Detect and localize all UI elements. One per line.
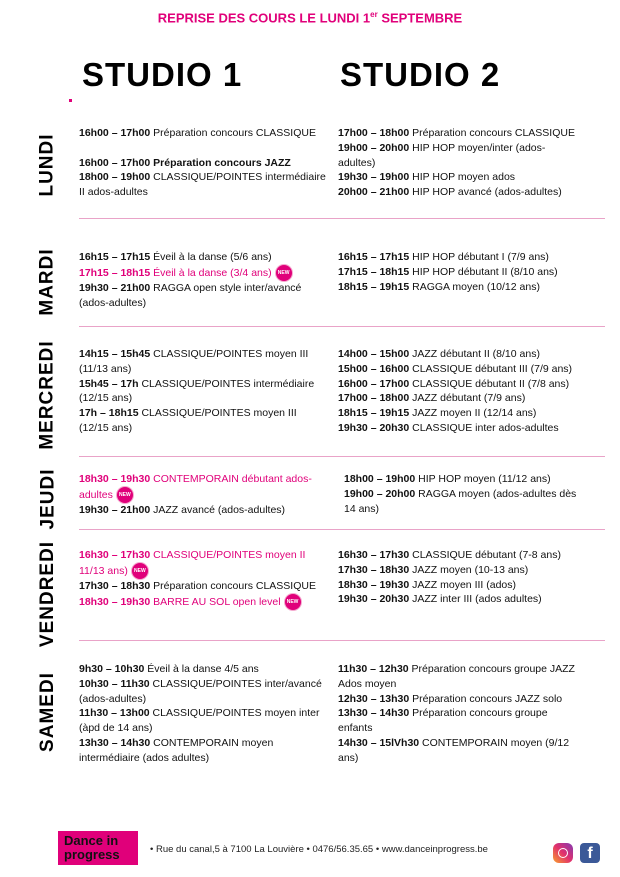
- separator: [79, 218, 605, 219]
- class-entry: 16h00 – 17h00 Préparation concours CLASSIQUE: [79, 127, 316, 139]
- class-entry: 17h30 – 18h30 JAZZ moyen (10-13 ans): [338, 563, 529, 576]
- studio-1-classes: [79, 347, 327, 436]
- facebook-icon[interactable]: f: [580, 843, 600, 863]
- class-entry: 19h00 – 20h00 HIP HOP moyen/inter (ados-adultes): [338, 141, 546, 169]
- class-entry: 18h00 – 19h00 HIP HOP moyen (11/12 ans): [344, 473, 551, 485]
- class-entry: 9h30 – 10h30 Éveil à la danse 4/5 ans: [79, 663, 259, 675]
- day-label: JEUDI: [37, 468, 58, 530]
- class-entry: 13h30 – 14h30 CONTEMPORAIN moyen intermédiaire (ados adultes): [79, 736, 274, 764]
- class-entry: 18h00 – 19h00 CLASSIQUE/POINTES intermédiaire II ados-adultes: [79, 171, 326, 199]
- class-entry: 11h30 – 13h00 CLASSIQUE/POINTES moyen inter (àpd de 14 ans): [79, 707, 320, 735]
- class-entry: 17h00 – 18h00 JAZZ débutant (7/9 ans): [338, 392, 526, 405]
- class-entry: 19h30 – 19h00 HIP HOP moyen ados: [338, 171, 516, 184]
- class-entry: 16h15 – 17h15 HIP HOP débutant I (7/9 ans): [338, 251, 549, 263]
- class-entry: 13h30 – 14h30 Préparation concours groupe enfants: [338, 707, 548, 735]
- class-entry: 12h30 – 13h30 Préparation concours JAZZ solo: [338, 692, 563, 705]
- contact-info: • Rue du canal,5 à 7100 La Louvière • 0476/56.35.65 • www.danceinprogress.be: [150, 844, 488, 855]
- header-title: REPRISE DES COURS LE LUNDI 1: [157, 10, 371, 26]
- day-samedi: [0, 662, 620, 772]
- class-entry: 14h30 – 15lVh30 CONTEMPORAIN moyen (9/12 ans): [338, 736, 570, 764]
- studio-2-classes: [338, 347, 576, 436]
- class-entry: 15h00 – 16h00 CLASSIQUE débutant III (7/9 ans): [338, 362, 573, 375]
- page-header: [0, 10, 620, 25]
- instagram-icon[interactable]: [553, 843, 573, 863]
- class-entry: 18h15 – 19h15 JAZZ moyen II (12/14 ans): [338, 407, 537, 420]
- new-badge: NEW: [132, 563, 148, 579]
- studio-1-classes: [79, 250, 327, 310]
- separator: [79, 326, 605, 327]
- day-vendredi: [0, 540, 620, 648]
- class-entry: 17h15 – 18h15 HIP HOP débutant II (8/10 ans): [338, 265, 558, 278]
- class-entry: 10h30 – 11h30 CLASSIQUE/POINTES inter/avancé (ados-adultes): [79, 677, 322, 705]
- class-entry: 14h00 – 15h00 JAZZ débutant II (8/10 ans): [338, 348, 540, 360]
- class-entry: 19h30 – 21h00 JAZZ avancé (ados-adultes): [79, 503, 286, 516]
- studio-1-classes: [79, 126, 327, 200]
- studio-2-classes: [338, 126, 576, 200]
- class-entry: 16h30 – 17h30 CLASSIQUE/POINTES moyen II 11/13 ans) NEW: [79, 548, 327, 579]
- class-entry: 20h00 – 21h00 HIP HOP avancé (ados-adultes): [338, 186, 562, 199]
- day-label: SAMEDI: [37, 672, 58, 752]
- class-entry: 18h30 – 19h30 JAZZ moyen III (ados): [338, 578, 516, 591]
- day-label: LUNDI: [37, 133, 58, 197]
- class-entry: 19h00 – 20h00 RAGGA moyen (ados-adultes dès 14 ans): [344, 487, 577, 515]
- studio-2-classes: [338, 548, 576, 607]
- class-entry: 19h30 – 20h30 JAZZ inter III (ados adultes): [338, 593, 542, 606]
- class-entry: 17h00 – 18h00 Préparation concours CLASSIQUE: [338, 127, 575, 139]
- class-entry: 19h30 – 21h00 RAGGA open style inter/avancé (ados-adultes): [79, 281, 302, 309]
- class-entry: 15h45 – 17h CLASSIQUE/POINTES intermédiaire (12/15 ans): [79, 377, 315, 405]
- day-label: VENDREDI: [37, 540, 58, 648]
- studio-1-classes: [79, 548, 327, 610]
- studio-2-classes: [344, 472, 582, 516]
- class-entry: 16h30 – 17h30 CLASSIQUE débutant (7-8 ans): [338, 549, 561, 561]
- class-entry: 11h30 – 12h30 Préparation concours groupe JAZZ Ados moyen: [338, 663, 575, 690]
- studio-2-classes: [338, 662, 576, 766]
- page-footer: [0, 830, 620, 870]
- day-lundi: [0, 126, 620, 218]
- class-entry: 17h30 – 18h30 Préparation concours CLASSIQUE: [79, 579, 316, 592]
- day-jeudi: [0, 468, 620, 530]
- class-entry: 17h – 18h15 CLASSIQUE/POINTES moyen III (12/15 ans): [79, 407, 297, 434]
- day-label: MARDI: [37, 248, 58, 316]
- studio-2-heading: STUDIO 2: [340, 56, 501, 93]
- separator: [79, 456, 605, 457]
- day-label: MERCREDI: [37, 340, 58, 450]
- header-title-end: SEPTEMBRE: [377, 10, 463, 26]
- studio-1-heading: STUDIO 1: [82, 56, 243, 93]
- studio-1-classes: [79, 662, 327, 766]
- new-badge: NEW: [276, 265, 292, 281]
- separator: [79, 529, 605, 530]
- studio-1-classes: [79, 472, 327, 518]
- class-entry: 18h15 – 19h15 RAGGA moyen (10/12 ans): [338, 280, 540, 293]
- day-mercredi: [0, 340, 620, 450]
- decorative-dot: [69, 99, 72, 102]
- class-entry: 18h30 – 19h30 CONTEMPORAIN débutant ados-adultes NEW: [79, 472, 327, 503]
- logo-line-1: Dance in: [64, 833, 119, 848]
- class-entry: 18h30 – 19h30 BARRE AU SOL open level NEW: [79, 594, 327, 610]
- class-entry: 16h00 – 17h00 Préparation concours JAZZ: [79, 156, 291, 169]
- new-badge: NEW: [117, 487, 133, 503]
- class-entry: 16h00 – 17h00 CLASSIQUE débutant II (7/8 ans): [338, 377, 570, 390]
- class-entry: 16h15 – 17h15 Éveil à la danse (5/6 ans): [79, 251, 272, 263]
- dance-in-progress-logo: [58, 831, 138, 865]
- studio-2-classes: [338, 250, 576, 294]
- class-entry: 17h15 – 18h15 Éveil à la danse (3/4 ans) NEW: [79, 265, 327, 281]
- new-badge: NEW: [285, 594, 301, 610]
- separator: [79, 640, 605, 641]
- day-mardi: [0, 248, 620, 326]
- class-entry: 19h30 – 20h30 CLASSIQUE inter ados-adultes: [338, 421, 559, 434]
- class-entry: 14h15 – 15h45 CLASSIQUE/POINTES moyen III (11/13 ans): [79, 348, 309, 375]
- header-title-sup: er: [370, 10, 378, 19]
- logo-line-2: progress: [64, 847, 120, 862]
